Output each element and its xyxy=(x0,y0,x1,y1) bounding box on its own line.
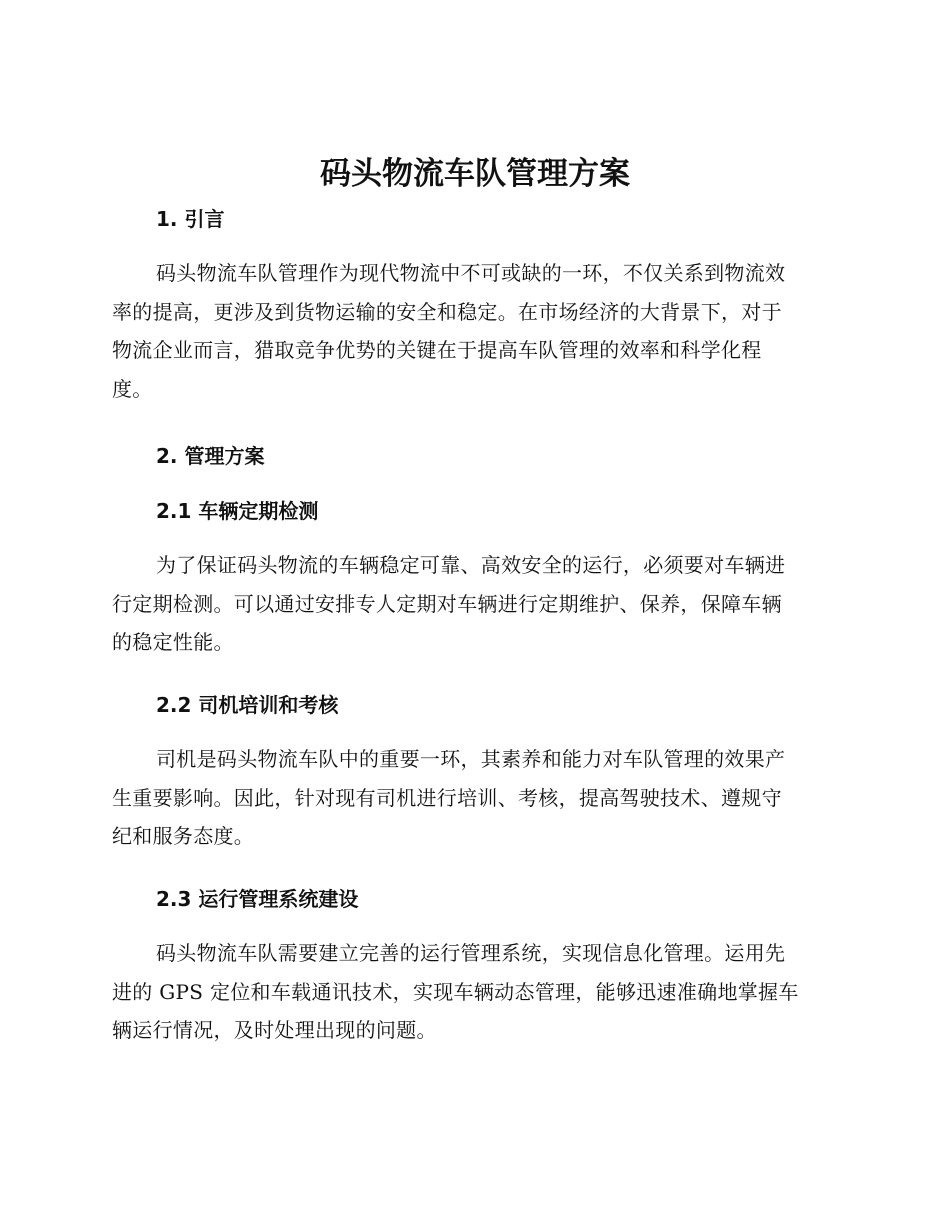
heading-plan: 2. 管理方案 xyxy=(156,444,265,468)
heading-system: 2.3 运行管理系统建设 xyxy=(156,887,359,911)
paragraph-line: 行定期检测。可以通过安排专人定期对车辆进行定期维护、保养，保障车辆 xyxy=(112,591,782,616)
paragraph-line: 码头物流车队需要建立完善的运行管理系统，实现信息化管理。运用先 xyxy=(156,941,786,965)
paragraph-line: 为了保证码头物流的车辆稳定可靠、高效安全的运行，必须要对车辆进 xyxy=(156,553,786,577)
paragraph-line: 纪和服务态度。 xyxy=(112,824,255,848)
paragraph-line: 物流企业而言，猎取竞争优势的关键在于提高车队管理的效率和科学化程 xyxy=(112,338,762,362)
paragraph-line: 的稳定性能。 xyxy=(112,630,234,654)
paragraph-line: 率的提高，更涉及到货物运输的安全和稳定。在市场经济的大背景下，对于 xyxy=(112,299,782,324)
paragraph-training xyxy=(112,740,832,856)
paragraph-line: 生重要影响。因此，针对现有司机进行培训、考核，提高驾驶技术、遵规守 xyxy=(112,785,782,810)
paragraph-line: 度。 xyxy=(112,376,153,401)
paragraph-intro xyxy=(112,254,832,408)
paragraph-line: 进的 GPS 定位和车载通讯技术，实现车辆动态管理，能够迅速准确地掌握车 xyxy=(112,979,799,1004)
heading-training: 2.2 司机培训和考核 xyxy=(156,693,339,717)
heading-intro: 1. 引言 xyxy=(156,207,225,231)
paragraph-inspection xyxy=(112,546,832,662)
paragraph-line: 司机是码头物流车队中的重要一环，其素养和能力对车队管理的效果产 xyxy=(156,747,786,771)
paragraph-system xyxy=(112,934,832,1050)
heading-inspection: 2.1 车辆定期检测 xyxy=(156,499,319,523)
paragraph-line: 码头物流车队管理作为现代物流中不可或缺的一环，不仅关系到物流效 xyxy=(156,261,786,285)
paragraph-line: 辆运行情况，及时处理出现的问题。 xyxy=(112,1018,437,1042)
document-title: 码头物流车队管理方案 xyxy=(320,156,630,192)
